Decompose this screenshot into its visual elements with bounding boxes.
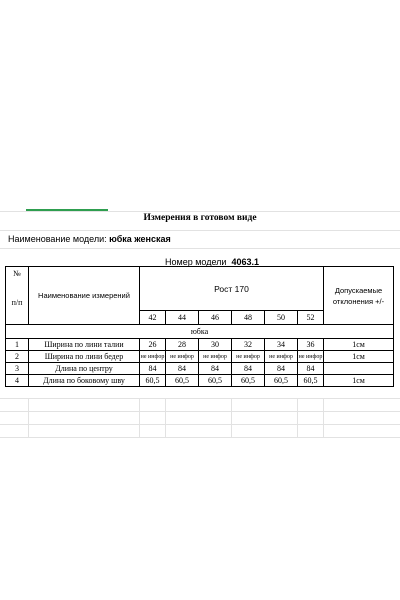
header-name-cell: Наименование измерений bbox=[29, 267, 140, 325]
grid-line bbox=[0, 398, 400, 399]
row-value: 84 bbox=[166, 363, 199, 375]
row-name: Длина по боковому шву bbox=[29, 375, 140, 387]
grid-line bbox=[0, 211, 400, 212]
header-tolerance-line2: отклонения +/- bbox=[332, 296, 385, 306]
header-number-cell bbox=[6, 267, 29, 325]
row-value: не инфор bbox=[199, 351, 232, 363]
header-tolerance-cell bbox=[324, 267, 394, 325]
size-cell: 48 bbox=[232, 311, 265, 325]
grid-line bbox=[139, 398, 140, 438]
size-cell: 50 bbox=[265, 311, 298, 325]
grid-line bbox=[0, 424, 400, 425]
model-name-value: юбка женская bbox=[109, 234, 171, 244]
row-value: 84 bbox=[140, 363, 166, 375]
row-value: не инфор bbox=[232, 351, 265, 363]
table-row bbox=[6, 363, 394, 375]
row-number: 2 bbox=[6, 351, 29, 363]
measurements-table bbox=[5, 266, 394, 387]
model-number-value: 4063.1 bbox=[231, 257, 259, 267]
header-height-cell: Рост 170 bbox=[140, 267, 324, 311]
row-value: 60,5 bbox=[166, 375, 199, 387]
row-value: 28 bbox=[166, 339, 199, 351]
size-cell: 46 bbox=[199, 311, 232, 325]
row-number: 1 bbox=[6, 339, 29, 351]
section-row bbox=[6, 325, 394, 339]
selected-cell-indicator bbox=[26, 209, 108, 211]
table-row bbox=[6, 375, 394, 387]
grid-line bbox=[323, 398, 324, 438]
model-name-label: Наименование модели: bbox=[8, 234, 107, 244]
model-number-label: Номер модели bbox=[165, 257, 227, 267]
row-name: Ширина по лини талии bbox=[29, 339, 140, 351]
size-cell: 44 bbox=[166, 311, 199, 325]
row-tolerance: 1см bbox=[324, 339, 394, 351]
row-value: 60,5 bbox=[298, 375, 324, 387]
section-label: юбка bbox=[6, 325, 394, 339]
row-value: 26 bbox=[140, 339, 166, 351]
grid-line bbox=[0, 437, 400, 438]
row-value: 60,5 bbox=[199, 375, 232, 387]
model-name-line bbox=[8, 234, 171, 244]
document-title: Измерения в готовом виде bbox=[143, 213, 257, 223]
grid-line bbox=[231, 398, 232, 438]
row-tolerance bbox=[324, 363, 394, 375]
table-row bbox=[6, 339, 394, 351]
header-tolerance-line1: Допускаемые bbox=[334, 285, 383, 295]
row-tolerance: 1см bbox=[324, 375, 394, 387]
row-value: 32 bbox=[232, 339, 265, 351]
row-value: 84 bbox=[199, 363, 232, 375]
row-value: 84 bbox=[232, 363, 265, 375]
grid-line bbox=[165, 398, 166, 438]
row-value: 36 bbox=[298, 339, 324, 351]
size-cell: 52 bbox=[298, 311, 324, 325]
header-number-bottom: п/п bbox=[11, 298, 23, 307]
row-value: не инфор bbox=[265, 351, 298, 363]
grid-line bbox=[0, 411, 400, 412]
grid-line bbox=[297, 398, 298, 438]
row-name: Ширина по лини бедер bbox=[29, 351, 140, 363]
size-cell: 42 bbox=[140, 311, 166, 325]
row-value: не инфор bbox=[166, 351, 199, 363]
header-number-top: № bbox=[13, 269, 21, 278]
row-value: 60,5 bbox=[232, 375, 265, 387]
row-number: 3 bbox=[6, 363, 29, 375]
row-value: не инфор bbox=[140, 351, 166, 363]
row-value: 34 bbox=[265, 339, 298, 351]
table-row bbox=[6, 351, 394, 363]
grid-line bbox=[0, 230, 400, 231]
row-value: 60,5 bbox=[265, 375, 298, 387]
row-value: 84 bbox=[265, 363, 298, 375]
grid-line bbox=[28, 398, 29, 438]
row-tolerance: 1см bbox=[324, 351, 394, 363]
row-value: 84 bbox=[298, 363, 324, 375]
row-name: Длина по центру bbox=[29, 363, 140, 375]
table-header-row bbox=[6, 267, 394, 311]
row-number: 4 bbox=[6, 375, 29, 387]
row-value: 30 bbox=[199, 339, 232, 351]
row-value: не инфор bbox=[298, 351, 324, 363]
row-value: 60,5 bbox=[140, 375, 166, 387]
grid-line bbox=[0, 248, 400, 249]
